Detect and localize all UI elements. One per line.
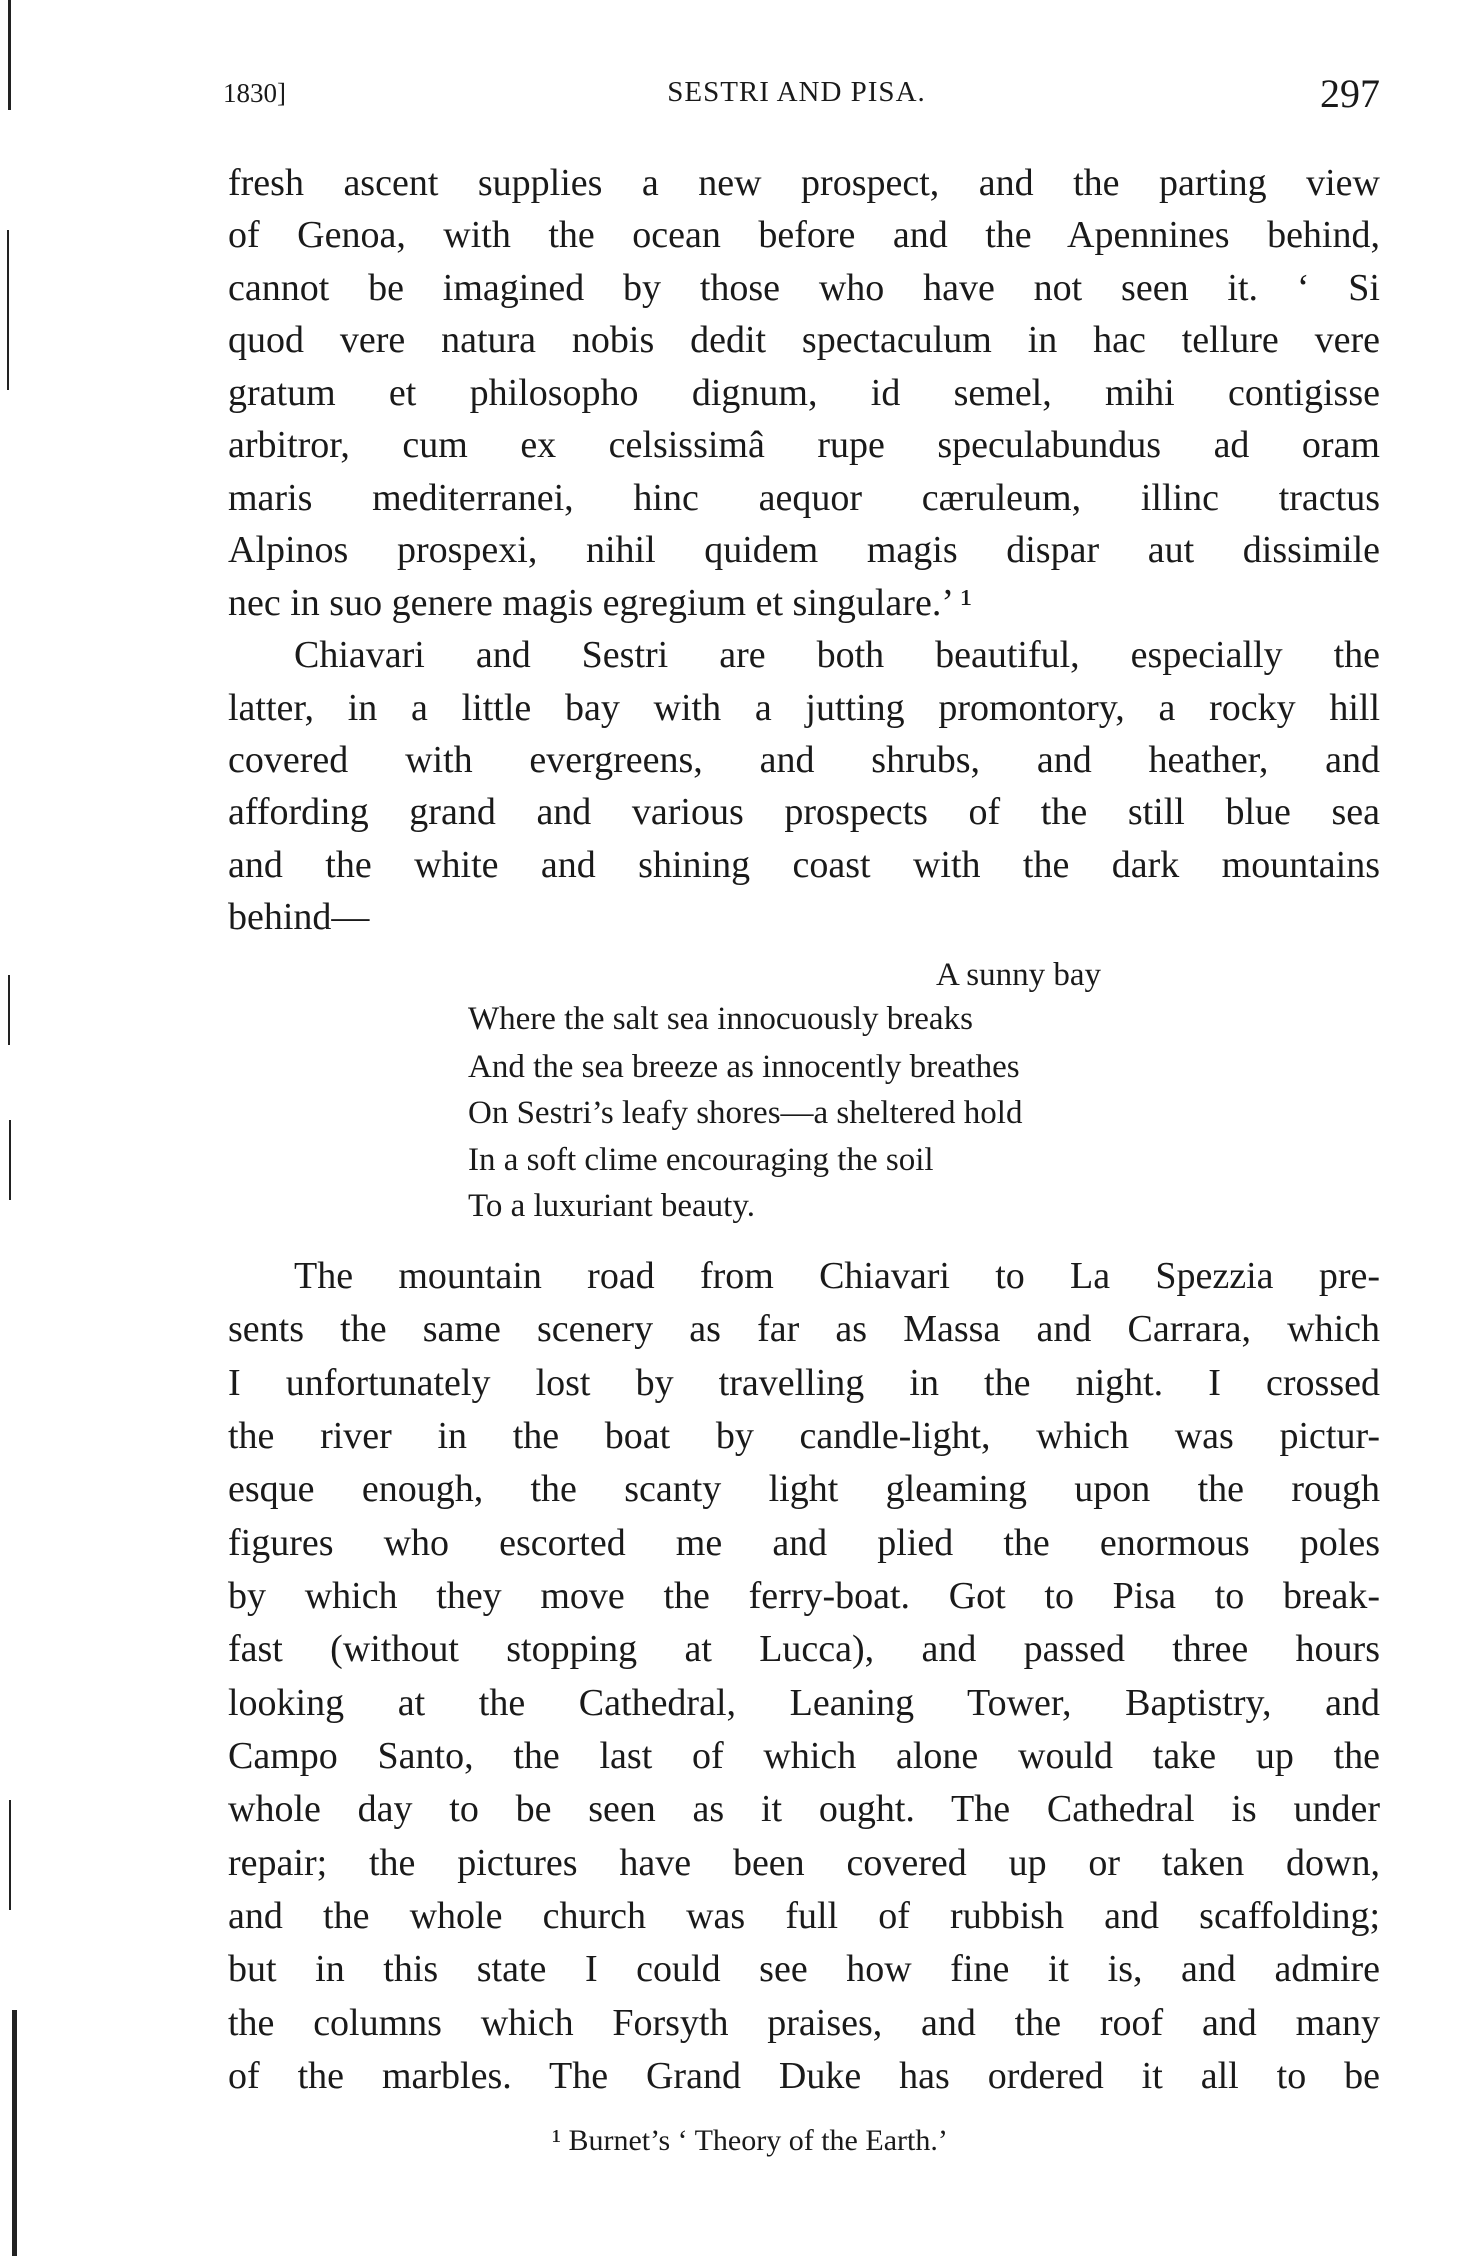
text-line: and the whole church was full of rubbish and scaffolding; (228, 1894, 1380, 1937)
text-line: gratum et philosopho dignum, id semel, mihi contigisse (228, 371, 1380, 414)
text-line: behind— (228, 896, 370, 939)
text-line: quod vere natura nobis dedit spectaculum in hac tellure vere (228, 319, 1380, 362)
header-year: 1830] (223, 78, 286, 108)
page-number: 297 (1320, 71, 1380, 116)
poem-line: A sunny bay (936, 957, 1101, 993)
text-line: affording grand and various prospects of the still blue sea (228, 791, 1380, 834)
text-line: figures who escorted me and plied the enormous poles (228, 1521, 1380, 1564)
text-line: cannot be imagined by those who have not seen it. ‘ Si (228, 266, 1380, 309)
text-line: The mountain road from Chiavari to La Spezzia pre- (294, 1255, 1380, 1297)
text-line: nec in suo genere magis egregium et singulare.’ ¹ (228, 581, 973, 624)
text-line: I unfortunately lost by travelling in the night. I crossed (228, 1361, 1380, 1404)
text-line: fresh ascent supplies a new prospect, and the parting view (228, 162, 1380, 204)
text-line: arbitror, cum ex celsissimâ rupe speculabundus ad oram (228, 424, 1380, 467)
text-line: of Genoa, with the ocean before and the Apennines behind, (228, 214, 1380, 257)
poem-line: And the sea breeze as innocently breathes (468, 1049, 1020, 1085)
footnote: ¹ Burnet’s ‘ Theory of the Earth.’ (552, 2124, 948, 2157)
text-line: esque enough, the scanty light gleaming upon the rough (228, 1468, 1380, 1511)
text-line: latter, in a little bay with a jutting promontory, a rocky hill (228, 686, 1380, 729)
text-line: sents the same scenery as far as Massa and Carrara, which (228, 1308, 1380, 1351)
text-line: maris mediterranei, hinc aequor cæruleum, illinc tractus (228, 476, 1380, 519)
poem-line: On Sestri’s leafy shores—a sheltered hold (468, 1095, 1023, 1131)
text-line: of the marbles. The Grand Duke has ordered it all to be (228, 2054, 1380, 2097)
text-line: looking at the Cathedral, Leaning Tower, Baptistry, and (228, 1681, 1380, 1724)
poem-line: Where the salt sea innocuously breaks (468, 1001, 973, 1037)
text-line: Chiavari and Sestri are both beautiful, especially the (294, 634, 1380, 677)
text-line: but in this state I could see how fine it is, and admire (228, 1948, 1380, 1991)
text-line: fast (without stopping at Lucca), and passed three hours (228, 1628, 1380, 1671)
text-line: the columns which Forsyth praises, and the roof and many (228, 2001, 1380, 2044)
text-line: Alpinos prospexi, nihil quidem magis dispar aut dissimile (228, 529, 1380, 572)
running-title: SESTRI AND PISA. (667, 76, 926, 108)
poem-line: To a luxuriant beauty. (468, 1188, 755, 1224)
poem-line: In a soft clime encouraging the soil (468, 1142, 934, 1178)
text-line: and the white and shining coast with the dark mountains (228, 843, 1380, 886)
text-line: by which they move the ferry-boat. Got to Pisa to break- (228, 1574, 1380, 1617)
text-line: repair; the pictures have been covered up or taken down, (228, 1841, 1380, 1884)
text-line: covered with evergreens, and shrubs, and heather, and (228, 738, 1380, 781)
text-line: Campo Santo, the last of which alone would take up the (228, 1734, 1380, 1777)
text-line: the river in the boat by candle-light, which was pictur- (228, 1414, 1380, 1457)
text-line: whole day to be seen as it ought. The Cathedral is under (228, 1788, 1380, 1831)
